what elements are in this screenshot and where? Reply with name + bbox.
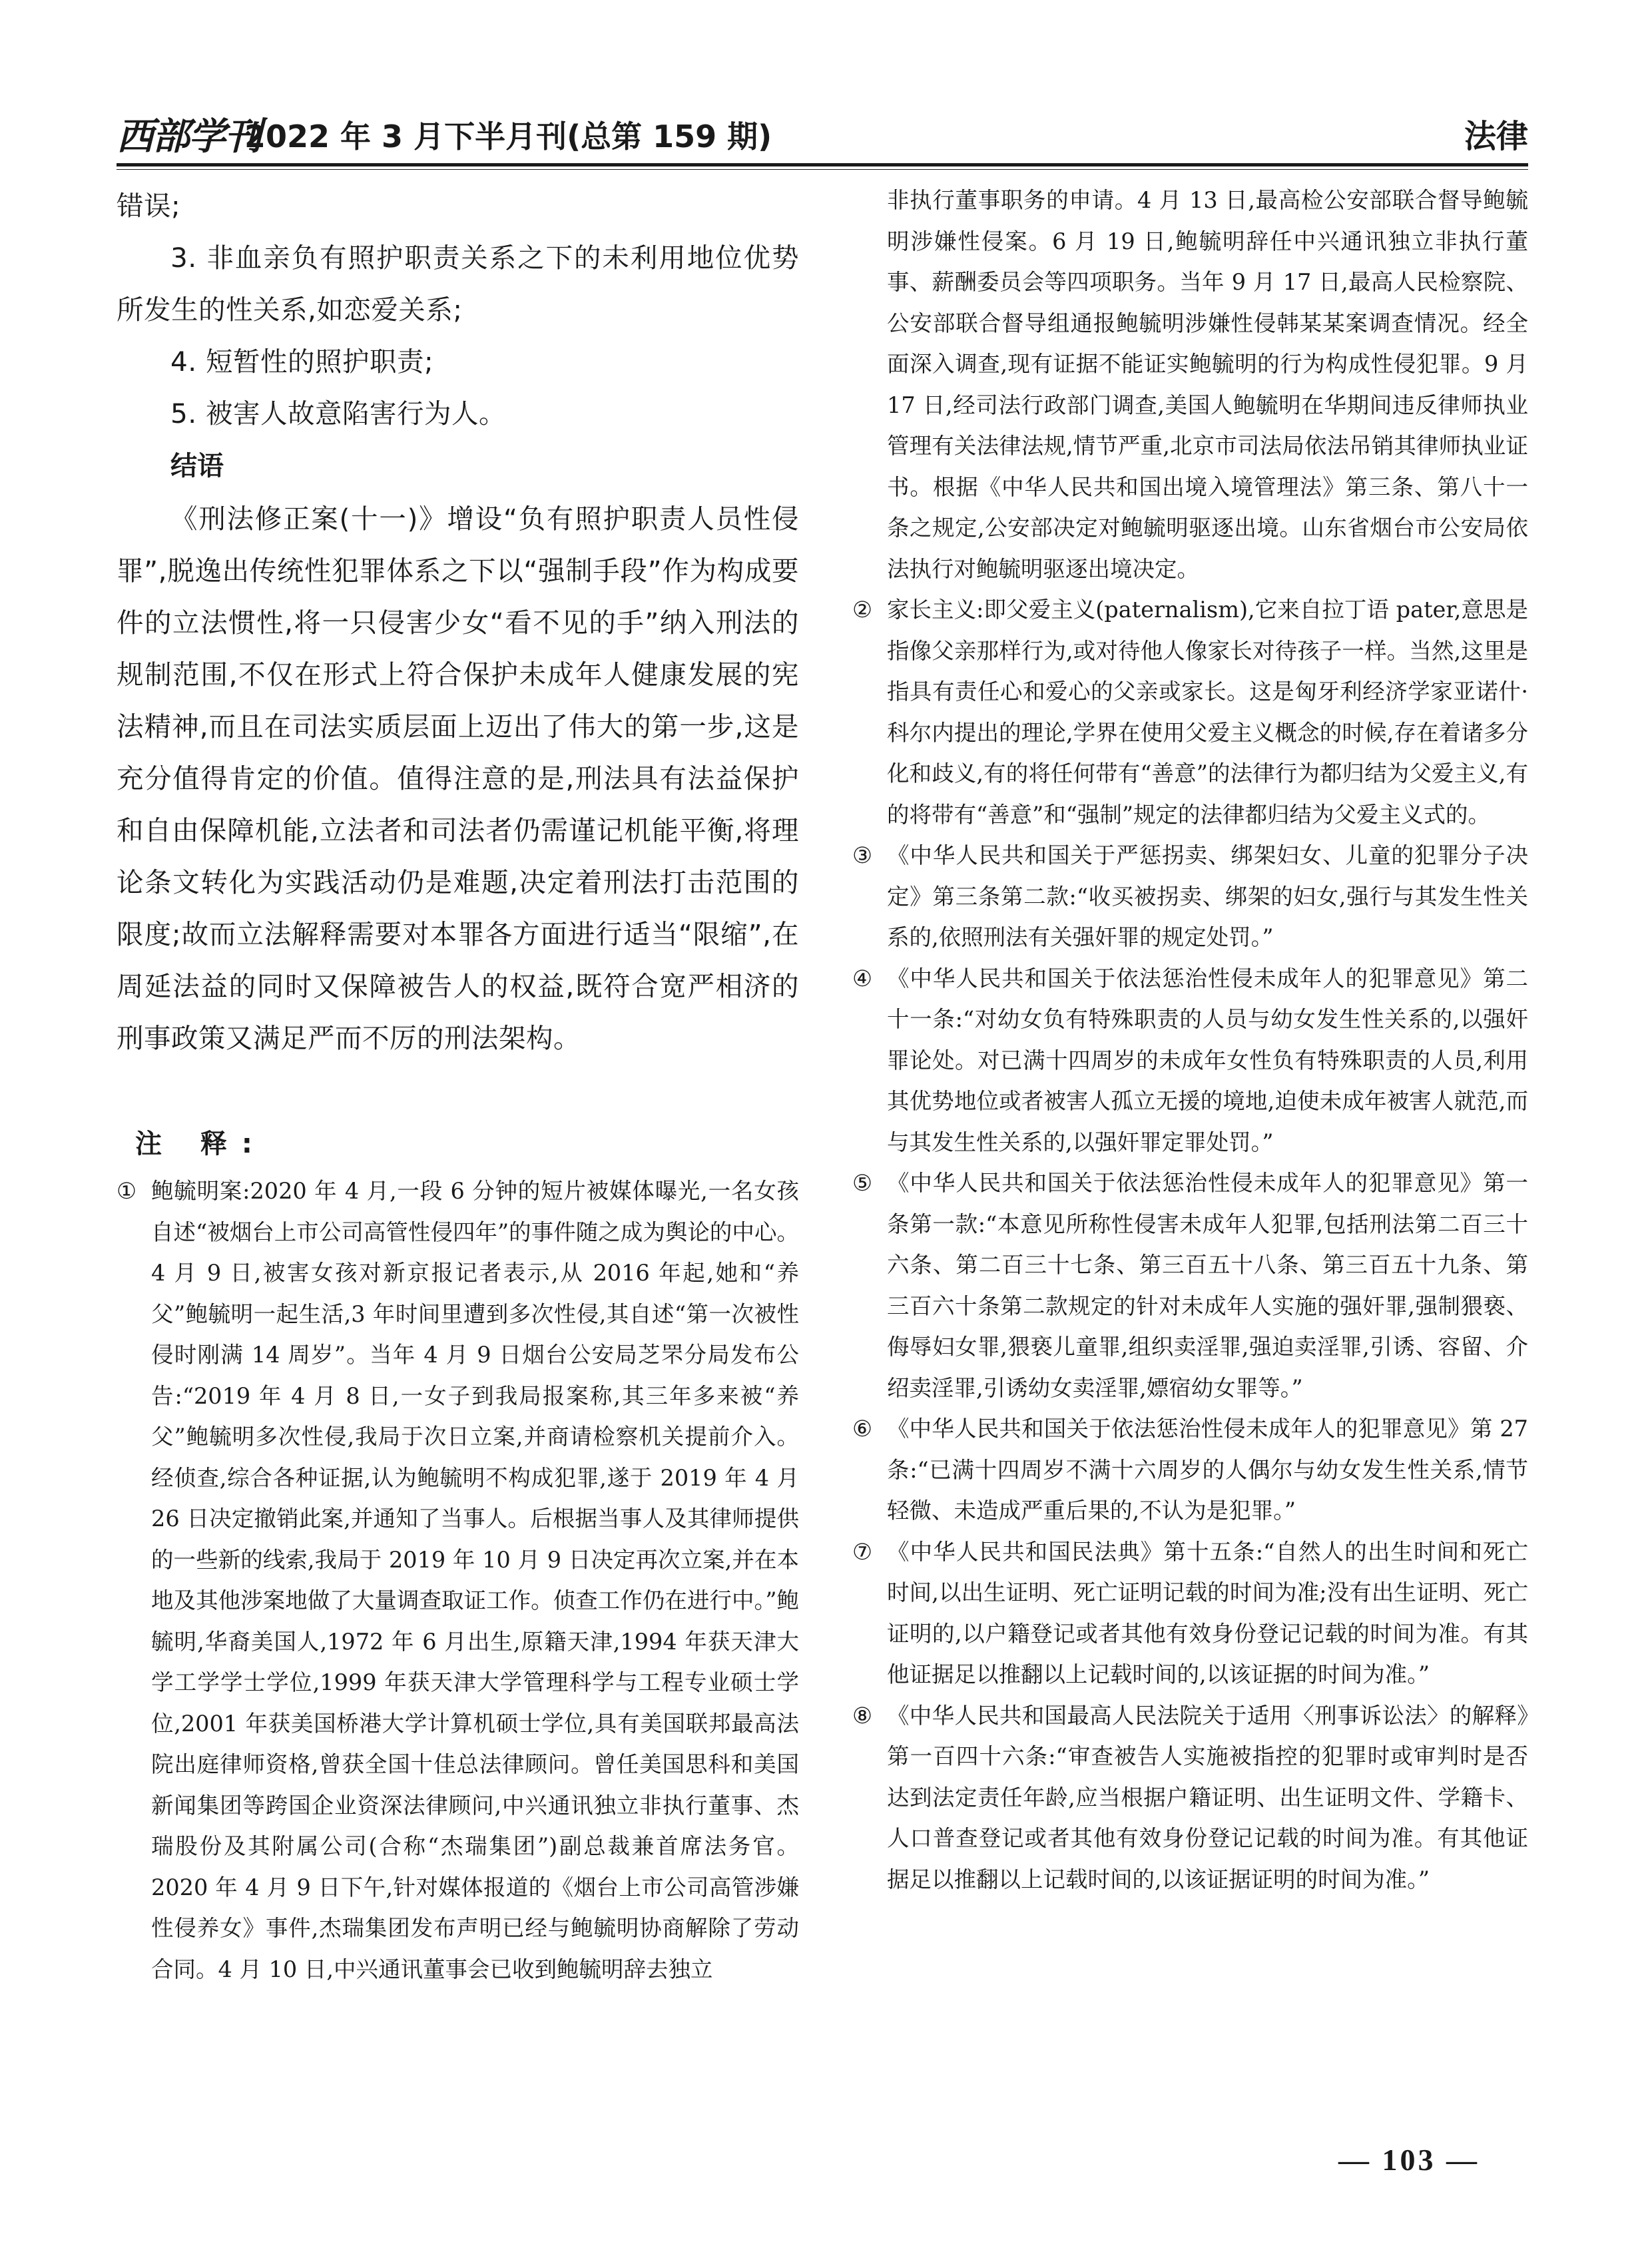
footnote-number: ① bbox=[117, 1178, 137, 1204]
section-name: 法律 bbox=[1464, 118, 1528, 155]
issue-info: 2022 年 3 月下半月刊(总第 159 期) bbox=[244, 119, 772, 154]
footnote-continuation: 非执行董事职务的申请。4 月 13 日,最高检公安部联合督导鲍毓明涉嫌性侵案。6 月 19 日,鲍毓明辞任中兴通讯独立非执行董事、薪酬委员会等四项职务。当年 9 月 17 日,最高人民检察院、公安部联合督导组通报鲍毓明涉嫌性侵韩某某案调查情况。经全面深入调查,现有证据不能证实鲍毓明的行为构成性侵犯罪。9 月 17 日,经司法行政部门调查,美国人鲍毓明在华期间违反律师执业管理有关法律法规,情节严重,北京市司法局依法吊销其律师执业证书。根据《中华人民共和国出境入境管理法》第三条、第八十一条之规定,公安部决定对鲍毓明驱逐出境。山东省烟台市公安局依法执行对鲍毓明驱逐出境决定。 bbox=[887, 187, 1528, 582]
footnote bbox=[852, 835, 1528, 958]
list-item: 5. 被害人故意陷害行为人。 bbox=[170, 398, 507, 429]
footnote-text: 《中华人民共和国关于依法惩治性侵未成年人的犯罪意见》第一条第一款:“本意见所称性侵害未成年人犯罪,包括刑法第二百三十六条、第二百三十七条、第三百五十八条、第三百五十九条、第三百六十条第二款规定的针对未成年人实施的强奸罪,强制猥亵、侮辱妇女罪,猥亵儿童罪,组织卖淫罪,强迫卖淫罪,引诱、容留、介绍卖淫罪,引诱幼女卖淫罪,嫖宿幼女罪等。” bbox=[887, 1170, 1528, 1401]
footnote-text: 家长主义:即父爱主义(paternalism),它来自拉丁语 pater,意思是指像父亲那样行为,或对待他人像家长对待孩子一样。当然,这里是指具有责任心和爱心的父亲或家长。这是匈牙利经济学家亚诺什·科尔内提出的理论,学界在使用父爱主义概念的时候,存在着诸多分化和歧义,有的将任何带有“善意”的法律行为都归结为父爱主义,有的将带有“善意”和“强制”规定的法律都归结为父爱主义式的。 bbox=[887, 597, 1528, 828]
footnote-number: ⑦ bbox=[852, 1538, 873, 1565]
page-header bbox=[117, 113, 1528, 160]
footnote bbox=[852, 1163, 1528, 1408]
conclusion-heading: 结语 bbox=[170, 451, 224, 481]
footnote-number: ⑤ bbox=[852, 1170, 873, 1196]
footnote-text: 《中华人民共和国关于严惩拐卖、绑架妇女、儿童的犯罪分子决定》第三条第二款:“收买被拐卖、绑架的妇女,强行与其发生性关系的,依照刑法有关强奸罪的规定处罚。” bbox=[887, 842, 1528, 950]
page-number: — 103 — bbox=[1338, 2143, 1480, 2177]
paragraph-continuation: 错误; bbox=[117, 190, 181, 222]
conclusion-paragraph: 《刑法修正案(十一)》增设“负有照护职责人员性侵罪”,脱逸出传统性犯罪体系之下以“强制手段”作为构成要件的立法惯性,将一只侵害少女“看不见的手”纳入刑法的规制范围,不仅在形式上符合保护未成年人健康发展的宪法精神,而且在司法实质层面上迈出了伟大的第一步,这是充分值得肯定的价值。值得注意的是,刑法具有法益保护和自由保障机能,立法者和司法者仍需谨记机能平衡,将理论条文转化为实践活动仍是难题,决定着刑法打击范围的限度;故而立法解释需要对本罪各方面进行适当“限缩”,在周延法益的同时又保障被告人的权益,既符合宽严相济的刑事政策又满足严而不厉的刑法架构。 bbox=[117, 503, 799, 1054]
footnote bbox=[852, 1408, 1528, 1532]
list-item: 4. 短暂性的照护职责; bbox=[170, 346, 434, 378]
footnote-number: ⑧ bbox=[852, 1702, 873, 1729]
footnote-number: ② bbox=[852, 597, 873, 623]
footnote bbox=[852, 589, 1528, 835]
footnote-number: ④ bbox=[852, 965, 873, 991]
footnote bbox=[852, 958, 1528, 1163]
footnote-text: 《中华人民共和国民法典》第十五条:“自然人的出生时间和死亡时间,以出生证明、死亡证明记载的时间为准;没有出生证明、死亡证明的,以户籍登记或者其他有效身份登记记载的时间为准。有其他证据足以推翻以上记载时间的,以该证据的时间为准。” bbox=[887, 1538, 1528, 1687]
footnote-text: 《中华人民共和国关于依法惩治性侵未成年人的犯罪意见》第 27 条:“已满十四周岁不满十六周岁的人偶尔与幼女发生性关系,情节轻微、未造成严重后果的,不认为是犯罪。” bbox=[887, 1416, 1528, 1524]
footnote-text: 《中华人民共和国关于依法惩治性侵未成年人的犯罪意见》第二十一条:“对幼女负有特殊职责的人员与幼女发生性关系的,以强奸罪论处。对已满十四周岁的未成年女性负有特殊职责的人员,利用其优势地位或者被害人孤立无援的境地,迫使未成年被害人就范,而与其发生性关系的,以强奸罪定罪处罚。” bbox=[887, 965, 1528, 1155]
footnote-number: ③ bbox=[852, 842, 873, 868]
notes-heading: 注 释: bbox=[135, 1129, 267, 1159]
footnote bbox=[852, 1532, 1528, 1695]
list-item: 3. 非血亲负有照护职责关系之下的未利用地位优势所发生的性关系,如恋爱关系; bbox=[117, 242, 799, 326]
footnote-text: 《中华人民共和国最高人民法院关于适用〈刑事诉讼法〉的解释》第一百四十六条:“审查被告人实施被指控的犯罪时或审判时是否达到法定责任年龄,应当根据户籍证明、出生证明文件、学籍卡、人口普查登记或者其他有效身份登记记载的时间为准。有其他证据足以推翻以上记载时间的,以该证据证明的时间为准。” bbox=[887, 1702, 1528, 1892]
header-rule bbox=[117, 163, 1528, 166]
journal-logo: 西部学刊 bbox=[117, 115, 260, 158]
left-column bbox=[117, 180, 799, 1990]
right-column bbox=[852, 180, 1528, 1900]
footnote bbox=[117, 1171, 799, 1990]
footnote-text: 鲍毓明案:2020 年 4 月,一段 6 分钟的短片被媒体曝光,一名女孩自述“被烟台上市公司高管性侵四年”的事件随之成为舆论的中心。4 月 9 日,被害女孩对新京报记者表示,从 2016 年起,她和“养父”鲍毓明一起生活,3 年时间里遭到多次性侵,其自述“第一次被性侵时刚满 14 周岁”。当年 4 月 9 日烟台公安局芝罘分局发布公告:“2019 年 4 月 8 日,一女子到我局报案称,其三年多来被“养父”鲍毓明多次性侵,我局于次日立案,并商请检察机关提前介入。经侦查,综合各种证据,认为鲍毓明不构成犯罪,遂于 2019 年 4 月 26 日决定撤销此案,并通知了当事人。后根据当事人及其律师提供的一些新的线索,我局于 2019 年 10 月 9 日决定再次立案,并在本地及其他涉案地做了大量调查取证工作。侦查工作仍在进行中。”鲍毓明,华裔美国人,1972 年 6 月出生,原籍天津,1994 年获天津大学工学学士学位,1999 年获天津大学管理科学与工程专业硕士学位,2001 年获美国桥港大学计算机硕士学位,具有美国联邦最高法院出庭律师资格,曾获全国十佳总法律顾问。曾任美国思科和美国新闻集团等跨国企业资深法律顾问,中兴通讯独立非执行董事、杰瑞股份及其附属公司(合称“杰瑞集团”)副总裁兼首席法务官。2020 年 4 月 9 日下午,针对媒体报道的《烟台上市公司高管涉嫌性侵养女》事件,杰瑞集团发布声明已经与鲍毓明协商解除了劳动合同。4 月 10 日,中兴通讯董事会已收到鲍毓明辞去独立 bbox=[151, 1178, 799, 1982]
header-rule-thin bbox=[117, 169, 1528, 170]
footnote-number: ⑥ bbox=[852, 1416, 873, 1442]
footnote bbox=[852, 1695, 1528, 1900]
